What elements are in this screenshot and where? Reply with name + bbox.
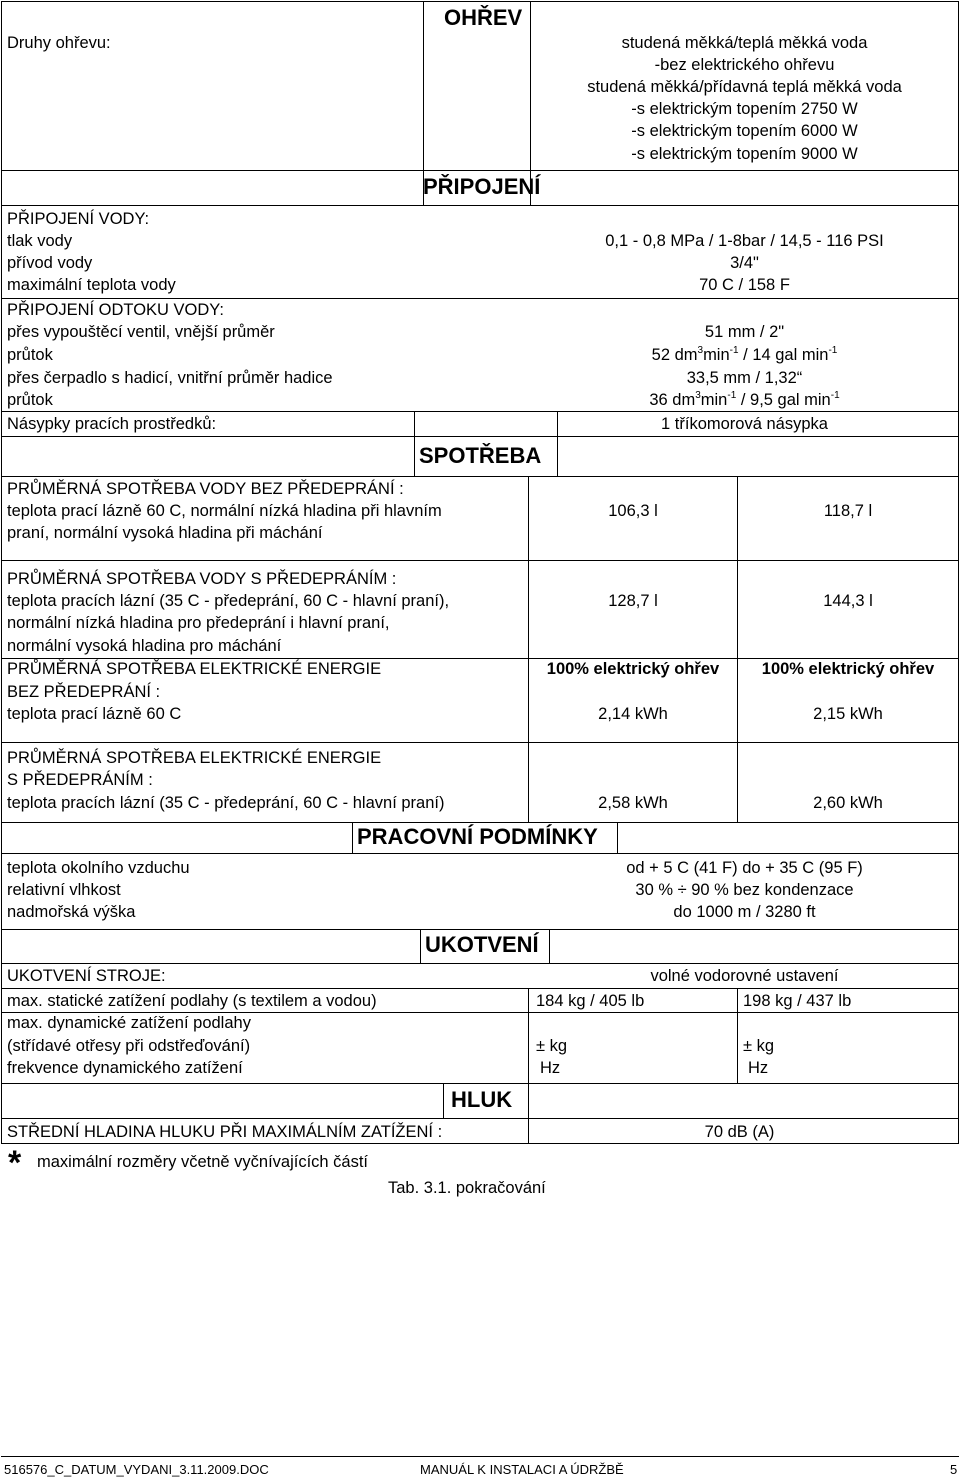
static-floor-load-value-2: 198 kg / 437 lb [743,992,852,1010]
heating-type-line: -bez elektrického ohřevu [654,56,835,74]
heating-type-line: -s elektrickým topením 9000 W [631,145,858,163]
water-connection-heading: PŘIPOJENÍ VODY: [7,210,150,228]
ambient-temp-value: od + 5 C (41 F) do + 35 C (95 F) [626,859,863,877]
water-consumption-prewash-desc: normální nízká hladina pro předeprání i hlavní praní, [7,614,390,632]
energy-consumption-prewash-heading: S PŘEDEPRÁNÍM : [7,771,153,789]
energy-consumption-no-prewash-heading: BEZ PŘEDEPRÁNÍ : [7,683,161,701]
dynamic-floor-load-value-2: ± kg [743,1037,775,1055]
altitude-label: nadmořská výška [7,903,136,921]
machine-anchoring-value: volné vodorovné ustavení [650,967,839,985]
section-header-pripojeni: PŘIPOJENÍ [423,174,541,199]
altitude-value: do 1000 m / 3280 ft [673,903,816,921]
energy-consumption-no-prewash-heading: PRŮMĚRNÁ SPOTŘEBA ELEKTRICKÉ ENERGIE [7,660,382,678]
footer-page-number: 5 [950,1462,958,1477]
water-pressure-label: tlak vody [7,232,73,250]
max-water-temp-label: maximální teplota vody [7,276,176,294]
pump-flow-rate-value: 36 $dm^3\min^{-1} / 9,5$ gal $\min^{-1}$ [649,389,840,409]
section-header-ohrev: OHŘEV [444,5,523,30]
drain-valve-label: přes vypouštěcí ventil, vnější průměr [7,323,275,341]
note-asterisk: * [8,1144,22,1182]
water-consumption-no-prewash-heading: PRŮMĚRNÁ SPOTŘEBA VODY BEZ PŘEDEPRÁNÍ : [7,480,404,498]
pump-hose-label: přes čerpadlo s hadicí, vnitřní průměr hadice [7,369,333,387]
relative-humidity-label: relativní vlhkost [7,881,121,899]
footer-rule [1,1456,959,1457]
dynamic-floor-load-label: (střídavé otřesy při odstřeďování) [7,1037,251,1055]
water-consumption-prewash-heading: PRŮMĚRNÁ SPOTŘEBA VODY S PŘEDEPRÁNÍM : [7,570,397,588]
water-consumption-no-prewash-value-1: 106,3 l [608,502,658,520]
energy-consumption-prewash-value-1: 2,58 kWh [598,794,668,812]
section-header-ukotveni: UKOTVENÍ [425,932,539,957]
water-consumption-no-prewash-value-2: 118,7 l [823,502,873,520]
heating-type-line: -s elektrickým topením 6000 W [631,122,858,140]
section-header-hluk: HLUK [451,1087,513,1112]
footer-document-id: 516576_C_DATUM_VYDANI_3.11.2009.DOC [4,1462,269,1477]
note-text: maximální rozměry včetně vyčnívajících částí [37,1153,369,1171]
static-floor-load-value-1: 184 kg / 405 lb [536,992,645,1010]
drain-connection-heading: PŘIPOJENÍ ODTOKU VODY: [7,301,224,319]
water-consumption-no-prewash-desc: teplota prací lázně 60 C, normální nízká hladina při hlavním [7,502,442,520]
pump-hose-value: 33,5 mm / 1,32“ [686,369,803,387]
water-inlet-value: 3/4" [730,254,759,272]
water-consumption-prewash-value-1: 128,7 l [608,592,658,610]
static-floor-load-label: max. statické zatížení podlahy (s textilem a vodou) [7,992,377,1010]
heating-type-line: -s elektrickým topením 2750 W [631,100,858,118]
detergent-dispenser-label: Násypky pracích prostředků: [7,415,217,433]
dynamic-load-frequency-value-1: Hz [540,1059,561,1077]
dynamic-floor-load-value-1: ± kg [536,1037,568,1055]
drain-valve-value: 51 mm / 2" [704,323,785,341]
dynamic-load-frequency-value-2: Hz [748,1059,769,1077]
energy-consumption-no-prewash-value-1: 2,14 kWh [598,705,668,723]
electric-heating-header-1: 100% elektrický ohřev [546,660,720,678]
water-consumption-prewash-value-2: 144,3 l [823,592,873,610]
noise-level-value: 70 dB (A) [704,1123,775,1141]
flow-rate-label: průtok [7,346,53,364]
pump-flow-rate-label: průtok [7,391,53,409]
relative-humidity-value: 30 % ÷ 90 % bez kondenzace [635,881,854,899]
noise-level-label: STŘEDNÍ HLADINA HLUKU PŘI MAXIMÁLNÍM ZATÍŽENÍ : [7,1123,443,1141]
table-caption: Tab. 3.1. pokračování [388,1179,546,1197]
electric-heating-header-2: 100% elektrický ohřev [761,660,935,678]
max-water-temp-value: 70 C / 158 F [699,276,790,294]
dynamic-load-frequency-label: frekvence dynamického zatížení [7,1059,243,1077]
energy-consumption-no-prewash-value-2: 2,15 kWh [813,705,883,723]
energy-consumption-prewash-value-2: 2,60 kWh [813,794,883,812]
heating-type-line: studená měkká/přídavná teplá měkká voda [587,78,902,96]
footer-manual-title: MANUÁL K INSTALACI A ÚDRŽBĚ [420,1462,624,1477]
flow-rate-value: 52 $dm^3\min^{-1} / 14$ gal $\min^{-1}$ [651,344,838,364]
section-header-spotreba: SPOTŘEBA [419,443,542,468]
energy-consumption-no-prewash-desc: teplota prací lázně 60 C [7,705,182,723]
energy-consumption-prewash-heading: PRŮMĚRNÁ SPOTŘEBA ELEKTRICKÉ ENERGIE [7,749,382,767]
detergent-dispenser-value: 1 tříkomorová násypka [661,415,828,433]
water-inlet-label: přívod vody [7,254,93,272]
heating-type-line: studená měkká/teplá měkká voda [621,34,868,52]
water-consumption-prewash-desc: normální vysoká hladina pro máchání [7,637,282,655]
energy-consumption-prewash-desc: teplota pracích lázní (35 C - předeprání, 60 C - hlavní praní) [7,794,445,812]
ambient-temp-label: teplota okolního vzduchu [7,859,190,877]
machine-anchoring-heading: UKOTVENÍ STROJE: [7,967,166,985]
water-consumption-prewash-desc: teplota pracích lázní (35 C - předeprání, 60 C - hlavní praní), [7,592,450,610]
water-consumption-no-prewash-desc: praní, normální vysoká hladina při máchání [7,524,323,542]
dynamic-floor-load-label: max. dynamické zatížení podlahy [7,1014,251,1032]
water-pressure-value: 0,1 - 0,8 MPa / 1-8bar / 14,5 - 116 PSI [605,232,884,250]
section-header-pracovni-podminky: PRACOVNÍ PODMÍNKY [357,824,598,849]
heating-types-label: Druhy ohřevu: [7,34,111,52]
